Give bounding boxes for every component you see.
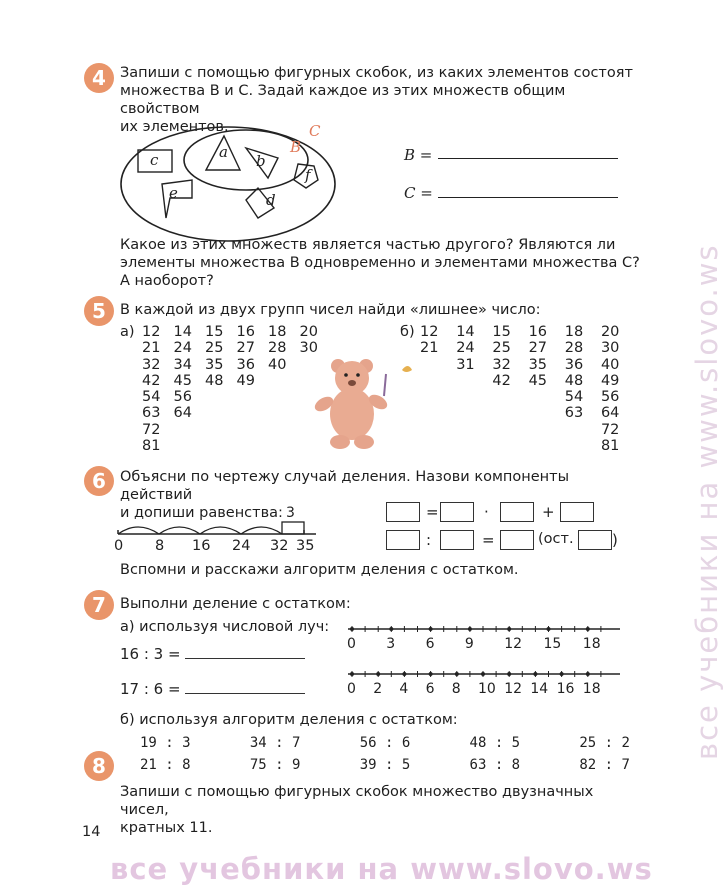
grid-number xyxy=(492,405,528,421)
task-6-line-2: и допиши равенства: xyxy=(120,505,283,521)
division-expression: 34 : 7 xyxy=(249,735,301,751)
ray-point xyxy=(507,627,511,631)
division-expression: 39 : 5 xyxy=(359,757,411,773)
watermark-side xyxy=(648,120,724,760)
group-b-numbers xyxy=(420,324,637,454)
grid-number xyxy=(420,422,456,438)
eq2-op-divide: : xyxy=(426,531,432,549)
grid-number: 48 xyxy=(564,372,584,389)
grid-number: 48 xyxy=(205,372,224,389)
ray-label: 8 xyxy=(451,681,461,697)
grid-number: 49 xyxy=(236,372,255,389)
grid-number: 21 xyxy=(142,340,161,357)
grid-number xyxy=(492,389,528,405)
task-4-question xyxy=(120,236,640,290)
grid-number xyxy=(420,373,456,389)
division-expression: 48 : 5 xyxy=(469,735,521,751)
set-c-label: C xyxy=(309,122,321,140)
grid-number xyxy=(420,438,456,454)
element-a: a xyxy=(219,143,228,161)
grid-number xyxy=(174,422,206,438)
grid-number: 32 xyxy=(142,356,161,373)
answer-box-7[interactable] xyxy=(500,530,534,550)
task-8-line-1: Запиши с помощью фигурных скобок множество двузначных чисел, xyxy=(120,784,594,818)
answer-box-8[interactable] xyxy=(578,530,612,550)
grid-number: 25 xyxy=(492,340,511,357)
grid-number: 36 xyxy=(236,356,255,373)
division-expression: 56 : 6 xyxy=(359,735,411,751)
grid-number: 30 xyxy=(600,340,620,357)
grid-number: 12 xyxy=(142,324,161,340)
group-b-label: б) xyxy=(400,324,415,340)
answer-line-17-6[interactable] xyxy=(185,693,305,694)
grid-number: 36 xyxy=(564,356,584,373)
grid-number: 35 xyxy=(205,356,224,373)
grid-number: 42 xyxy=(492,372,511,389)
grid-number xyxy=(529,389,565,405)
grid-number: 12 xyxy=(420,324,439,340)
ray-point xyxy=(429,672,433,676)
task-number-7: 7 xyxy=(84,590,114,620)
ray-label: 0 xyxy=(347,636,356,652)
answer-box-2[interactable] xyxy=(440,502,474,522)
grid-number: 15 xyxy=(492,324,511,340)
ray-point xyxy=(586,627,590,631)
closing-paren: ) xyxy=(612,531,618,549)
grid-number: 81 xyxy=(142,438,161,455)
grid-number: 14 xyxy=(456,324,475,340)
ray-label: 12 xyxy=(504,636,523,652)
ray-point xyxy=(507,672,511,676)
answer-b-line[interactable] xyxy=(438,158,618,159)
element-d: d xyxy=(266,191,276,209)
grid-number xyxy=(529,405,565,421)
remainder-label: 3 xyxy=(286,505,295,521)
grid-number: 45 xyxy=(173,372,192,389)
grid-number: 49 xyxy=(600,372,620,389)
equation-17-6 xyxy=(120,680,305,698)
ray-point xyxy=(350,672,354,676)
division-expression: 63 : 8 xyxy=(469,757,521,773)
answer-c-label: C = xyxy=(404,184,433,202)
ray-point xyxy=(586,672,590,676)
task-number-6: 6 xyxy=(84,466,114,496)
grid-number xyxy=(456,389,492,405)
task-number-8: 8 xyxy=(84,751,114,781)
grid-number xyxy=(420,357,456,373)
ray-label: 16 xyxy=(556,681,575,697)
grid-number xyxy=(492,438,528,454)
grid-number: 24 xyxy=(173,340,192,357)
tick-0: 0 xyxy=(114,538,124,554)
grid-number: 16 xyxy=(528,324,548,340)
task-8-line-2: кратных 11. xyxy=(120,820,213,836)
ray-point xyxy=(402,672,406,676)
ray-point xyxy=(560,672,564,676)
answer-box-4[interactable] xyxy=(560,502,594,522)
task-number-4: 4 xyxy=(84,63,114,93)
grid-number xyxy=(205,438,237,454)
ray-label: 6 xyxy=(425,636,435,652)
task-7-text: Выполни деление с остатком: xyxy=(120,596,351,612)
task-4-line-1: Запиши с помощью фигурных скобок, из каких элементов состоят xyxy=(120,65,633,81)
grid-number: 18 xyxy=(564,324,584,340)
grid-number: 45 xyxy=(528,372,548,389)
task-7-part-a: а) используя числовой луч: xyxy=(120,619,330,635)
eq1-op-equals: = xyxy=(426,503,439,521)
answer-box-6[interactable] xyxy=(440,530,474,550)
task-6-footer: Вспомни и расскажи алгоритм деления с остатком. xyxy=(120,562,519,578)
ray-point xyxy=(429,627,433,631)
tick-8: 8 xyxy=(155,538,165,554)
number-ray-1 xyxy=(346,622,626,636)
task-4-line-3: их элементов. xyxy=(120,119,229,135)
grid-number xyxy=(237,405,269,421)
group-a-numbers xyxy=(142,324,331,454)
division-expression: 19 : 3 xyxy=(140,735,191,751)
grid-number xyxy=(492,422,528,438)
grid-number xyxy=(529,438,565,454)
division-expression: 82 : 7 xyxy=(579,757,630,773)
grid-number: 30 xyxy=(299,340,318,357)
question-line-3: А наоборот? xyxy=(120,273,214,289)
remainder-text: (ост. xyxy=(538,531,574,547)
grid-number: 40 xyxy=(600,356,620,373)
ray-label: 15 xyxy=(543,636,562,652)
equation-16-3-text: 16 : 3 = xyxy=(120,645,181,663)
grid-number xyxy=(268,405,300,421)
grid-number: 40 xyxy=(268,356,287,373)
grid-number: 18 xyxy=(268,324,287,340)
equation-17-6-text: 17 : 6 = xyxy=(120,680,181,698)
eq1-op-plus: + xyxy=(542,503,555,521)
grid-number xyxy=(237,422,269,438)
answer-line-16-3[interactable] xyxy=(185,658,305,659)
grid-number xyxy=(529,422,565,438)
grid-number xyxy=(456,422,492,438)
grid-number xyxy=(268,438,300,454)
equation-16-3 xyxy=(120,645,305,663)
grid-number: 64 xyxy=(173,405,192,422)
question-line-1: Какое из этих множеств является частью другого? Являются ли xyxy=(120,237,616,253)
grid-number xyxy=(174,438,206,454)
answer-c-line[interactable] xyxy=(438,197,618,198)
number-ray-2-labels xyxy=(346,681,626,701)
watermark-side-text: все учебники на www.slovo.ws xyxy=(690,243,724,760)
grid-number: 20 xyxy=(299,324,318,340)
task-6-line-1: Объясни по чертежу случай деления. Назови компоненты действий xyxy=(120,469,570,503)
grid-number xyxy=(268,422,300,438)
task-7-part-b: б) используя алгоритм деления с остатком: xyxy=(120,712,458,728)
grid-number: 31 xyxy=(456,356,475,373)
number-ray-1-labels xyxy=(346,636,626,656)
ray-label: 9 xyxy=(464,636,474,652)
grid-number: 15 xyxy=(205,324,224,340)
number-ray-2 xyxy=(346,667,626,681)
grid-number xyxy=(237,438,269,454)
task-5-text: В каждой из двух групп чисел найди «лишнее» число: xyxy=(120,302,541,318)
ray-point xyxy=(455,672,459,676)
expressions-row-2 xyxy=(140,757,630,773)
grid-number: 28 xyxy=(564,340,584,357)
watermark-bottom: все учебники на www.slovo.ws xyxy=(110,852,653,886)
ray-label: 18 xyxy=(582,636,601,652)
ray-label: 0 xyxy=(347,681,356,697)
bear-illustration xyxy=(310,356,420,456)
grid-number: 20 xyxy=(600,324,620,340)
question-line-2: элементы множества B одновременно и элементами множества C? xyxy=(120,255,640,271)
ray-point xyxy=(547,627,551,631)
grid-number: 81 xyxy=(600,438,620,455)
answer-b-label: B = xyxy=(404,146,433,164)
ray-point xyxy=(533,672,537,676)
ray-label: 18 xyxy=(582,681,601,697)
ray-point xyxy=(481,672,485,676)
ray-point xyxy=(468,627,472,631)
ray-label: 6 xyxy=(425,681,435,697)
grid-number xyxy=(268,389,300,405)
grid-number: 25 xyxy=(205,340,224,357)
ray-point xyxy=(350,627,354,631)
expressions-row-1 xyxy=(140,735,630,751)
tick-16: 16 xyxy=(192,538,211,554)
grid-number: 34 xyxy=(173,356,192,373)
grid-number xyxy=(268,373,300,389)
grid-number xyxy=(420,389,456,405)
grid-number xyxy=(456,373,492,389)
tick-24: 24 xyxy=(232,538,251,554)
ray-label: 2 xyxy=(373,681,383,697)
tick-35: 35 xyxy=(296,538,315,554)
division-expression: 25 : 2 xyxy=(579,735,630,751)
ray-label: 14 xyxy=(530,681,549,697)
grid-number xyxy=(456,405,492,421)
grid-number: 21 xyxy=(420,340,439,357)
task-4-line-2: множества B и C. Задай каждое из этих множеств общим свойством xyxy=(120,83,566,117)
grid-number: 16 xyxy=(236,324,255,340)
grid-number xyxy=(565,422,601,438)
grid-number: 72 xyxy=(142,421,161,438)
grid-number: 54 xyxy=(142,389,161,406)
grid-number: 72 xyxy=(600,421,620,438)
ray-label: 12 xyxy=(504,681,523,697)
ray-point xyxy=(376,672,380,676)
grid-number: 56 xyxy=(173,389,192,406)
element-f: f xyxy=(305,166,311,184)
grid-number: 24 xyxy=(456,340,475,357)
page-number: 14 xyxy=(82,824,101,840)
eq2-op-equals: = xyxy=(482,531,495,549)
grid-number: 63 xyxy=(564,405,584,422)
ray-label: 10 xyxy=(478,681,496,697)
ray-point xyxy=(389,627,393,631)
division-expression: 75 : 9 xyxy=(249,757,301,773)
task-number-5: 5 xyxy=(84,296,114,326)
answer-box-5[interactable] xyxy=(386,530,420,550)
grid-number: 27 xyxy=(528,340,548,357)
grid-number xyxy=(456,438,492,454)
element-e: e xyxy=(169,184,178,202)
element-b: b xyxy=(256,152,266,170)
tick-32: 32 xyxy=(270,538,289,554)
grid-number xyxy=(205,405,237,421)
grid-number: 35 xyxy=(528,356,548,373)
grid-number: 32 xyxy=(492,356,511,373)
grid-number xyxy=(205,422,237,438)
grid-number xyxy=(420,405,456,421)
grid-number: 64 xyxy=(600,405,620,422)
grid-number: 42 xyxy=(142,372,161,389)
eq1-op-times: · xyxy=(484,503,489,521)
grid-number: 14 xyxy=(173,324,192,340)
grid-number: 56 xyxy=(600,389,620,406)
grid-number xyxy=(205,389,237,405)
answer-box-3[interactable] xyxy=(500,502,534,522)
ray-label: 4 xyxy=(399,681,409,697)
grid-number: 27 xyxy=(236,340,255,357)
division-expression: 21 : 8 xyxy=(140,757,191,773)
set-b-label: B xyxy=(290,138,302,156)
grid-number xyxy=(565,438,601,454)
grid-number: 54 xyxy=(564,389,584,406)
grid-number: 63 xyxy=(142,405,161,422)
grid-number: 28 xyxy=(268,340,287,357)
ray-label: 3 xyxy=(386,636,396,652)
group-a-label: а) xyxy=(120,324,135,340)
answer-box-1[interactable] xyxy=(386,502,420,522)
grid-number xyxy=(237,389,269,405)
element-c: c xyxy=(150,151,159,169)
task-8-text xyxy=(120,783,640,837)
